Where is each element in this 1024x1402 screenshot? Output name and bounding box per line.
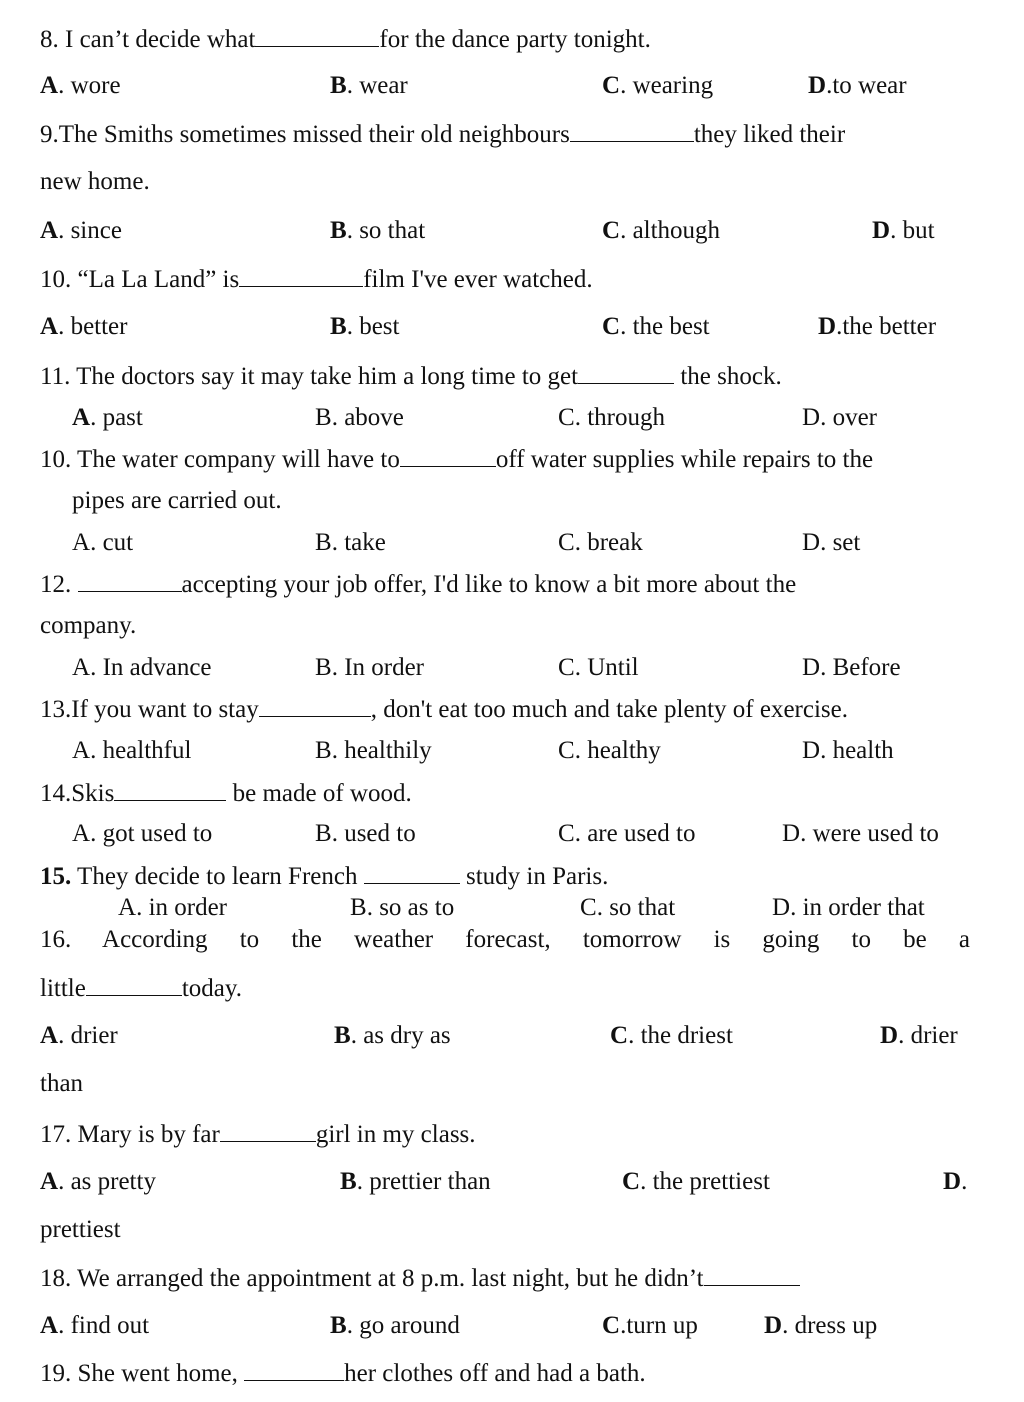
q17-option-a[interactable]: A. as pretty: [40, 1168, 156, 1195]
q8-option-b[interactable]: B. wear: [330, 72, 408, 99]
question-10b-stem: 10. The water company will have to off water supplies while repairs to the: [40, 446, 874, 473]
q13-option-d[interactable]: D. health: [802, 737, 894, 764]
q10-option-b[interactable]: B. best: [330, 313, 400, 340]
question-9-continuation: new home.: [40, 168, 150, 195]
q10-option-a[interactable]: A. better: [40, 313, 128, 340]
question-12-continuation: company.: [40, 612, 137, 639]
q16-option-d[interactable]: D. drier: [880, 1022, 958, 1049]
q17-option-d-wrap: prettiest: [40, 1216, 121, 1243]
question-15-stem: 15. They decide to learn French study in Paris.: [40, 863, 609, 890]
question-8-stem: 8. I can’t decide what for the dance party tonight.: [40, 26, 651, 53]
q10-option-c[interactable]: C. the best: [602, 313, 710, 340]
q18-option-d[interactable]: D. dress up: [764, 1312, 878, 1339]
q17-option-c[interactable]: C. the prettiest: [622, 1168, 770, 1195]
q12-option-d[interactable]: D. Before: [802, 654, 901, 681]
q10b-option-d[interactable]: D. set: [802, 529, 861, 556]
answer-blank[interactable]: [114, 778, 226, 801]
answer-blank[interactable]: [78, 569, 182, 592]
q10b-option-c[interactable]: C. break: [558, 529, 643, 556]
question-10b-continuation: pipes are carried out.: [72, 487, 282, 514]
q10b-option-a[interactable]: A. cut: [72, 529, 134, 556]
q18-option-b[interactable]: B. go around: [330, 1312, 460, 1339]
q15-option-b[interactable]: B. so as to: [350, 894, 455, 921]
q14-option-b[interactable]: B. used to: [315, 820, 416, 847]
q10b-option-b[interactable]: B. take: [315, 529, 386, 556]
answer-blank[interactable]: [244, 1358, 344, 1381]
q14-option-c[interactable]: C. are used to: [558, 820, 696, 847]
q16-option-a[interactable]: A. drier: [40, 1022, 118, 1049]
answer-blank[interactable]: [578, 361, 674, 384]
question-10-stem: 10. “La La Land” is film I've ever watched.: [40, 266, 593, 293]
q13-option-c[interactable]: C. healthy: [558, 737, 661, 764]
q12-option-c[interactable]: C. Until: [558, 654, 639, 681]
q18-option-a[interactable]: A. find out: [40, 1312, 150, 1339]
q9-option-d[interactable]: D. but: [872, 217, 935, 244]
question-17-stem: 17. Mary is by far girl in my class.: [40, 1121, 476, 1148]
question-18-stem: 18. We arranged the appointment at 8 p.m. last night, but he didn’t: [40, 1263, 800, 1294]
q11-option-d[interactable]: D. over: [802, 404, 877, 431]
q15-option-d[interactable]: D. in order that: [772, 894, 925, 921]
question-16-blank-line: little today.: [40, 975, 242, 1002]
answer-blank[interactable]: [220, 1119, 316, 1142]
q13-option-b[interactable]: B. healthily: [315, 737, 432, 764]
q15-option-c[interactable]: C. so that: [580, 894, 676, 921]
q16-option-d-wrap: than: [40, 1070, 84, 1097]
question-14-stem: 14.Skis be made of wood.: [40, 780, 412, 807]
q17-option-b[interactable]: B. prettier than: [340, 1168, 491, 1195]
q9-option-b[interactable]: B. so that: [330, 217, 426, 244]
answer-blank[interactable]: [239, 264, 363, 287]
q8-option-c[interactable]: C. wearing: [602, 72, 714, 99]
q10-option-d[interactable]: D.the better: [818, 313, 937, 340]
q18-option-c[interactable]: C.turn up: [602, 1312, 698, 1339]
q16-option-c[interactable]: C. the driest: [610, 1022, 733, 1049]
answer-blank[interactable]: [86, 973, 182, 996]
q13-option-a[interactable]: A. healthful: [72, 737, 192, 764]
q9-option-a[interactable]: A. since: [40, 217, 122, 244]
question-12-stem: 12. accepting your job offer, I'd like to know a bit more about the: [40, 571, 797, 598]
q12-option-a[interactable]: A. In advance: [72, 654, 212, 681]
q14-option-a[interactable]: A. got used to: [72, 820, 213, 847]
q11-option-b[interactable]: B. above: [315, 404, 404, 431]
answer-blank[interactable]: [400, 444, 496, 467]
answer-blank[interactable]: [570, 119, 694, 142]
answer-blank[interactable]: [704, 1263, 800, 1286]
q11-option-a[interactable]: A. past: [72, 404, 143, 431]
q8-option-a[interactable]: A. wore: [40, 72, 121, 99]
q16-option-b[interactable]: B. as dry as: [334, 1022, 451, 1049]
answer-blank[interactable]: [255, 24, 379, 47]
q8-option-d[interactable]: D.to wear: [808, 72, 907, 99]
answer-blank[interactable]: [364, 861, 460, 884]
question-16-stem: 16. According to the weather forecast, tomorrow is going to be a: [40, 926, 970, 953]
q15-option-a[interactable]: A. in order: [118, 894, 228, 921]
question-13-stem: 13.If you want to stay , don't eat too much and take plenty of exercise.: [40, 696, 848, 723]
q12-option-b[interactable]: B. In order: [315, 654, 425, 681]
q17-option-d[interactable]: D.: [943, 1168, 968, 1195]
question-19-stem: 19. She went home, her clothes off and had a bath.: [40, 1360, 646, 1387]
question-9-stem: 9.The Smiths sometimes missed their old neighbours they liked their: [40, 121, 846, 148]
q11-option-c[interactable]: C. through: [558, 404, 665, 431]
q9-option-c[interactable]: C. although: [602, 217, 721, 244]
answer-blank[interactable]: [259, 694, 371, 717]
question-11-stem: 11. The doctors say it may take him a long time to get the shock.: [40, 363, 782, 390]
q14-option-d[interactable]: D. were used to: [782, 820, 939, 847]
